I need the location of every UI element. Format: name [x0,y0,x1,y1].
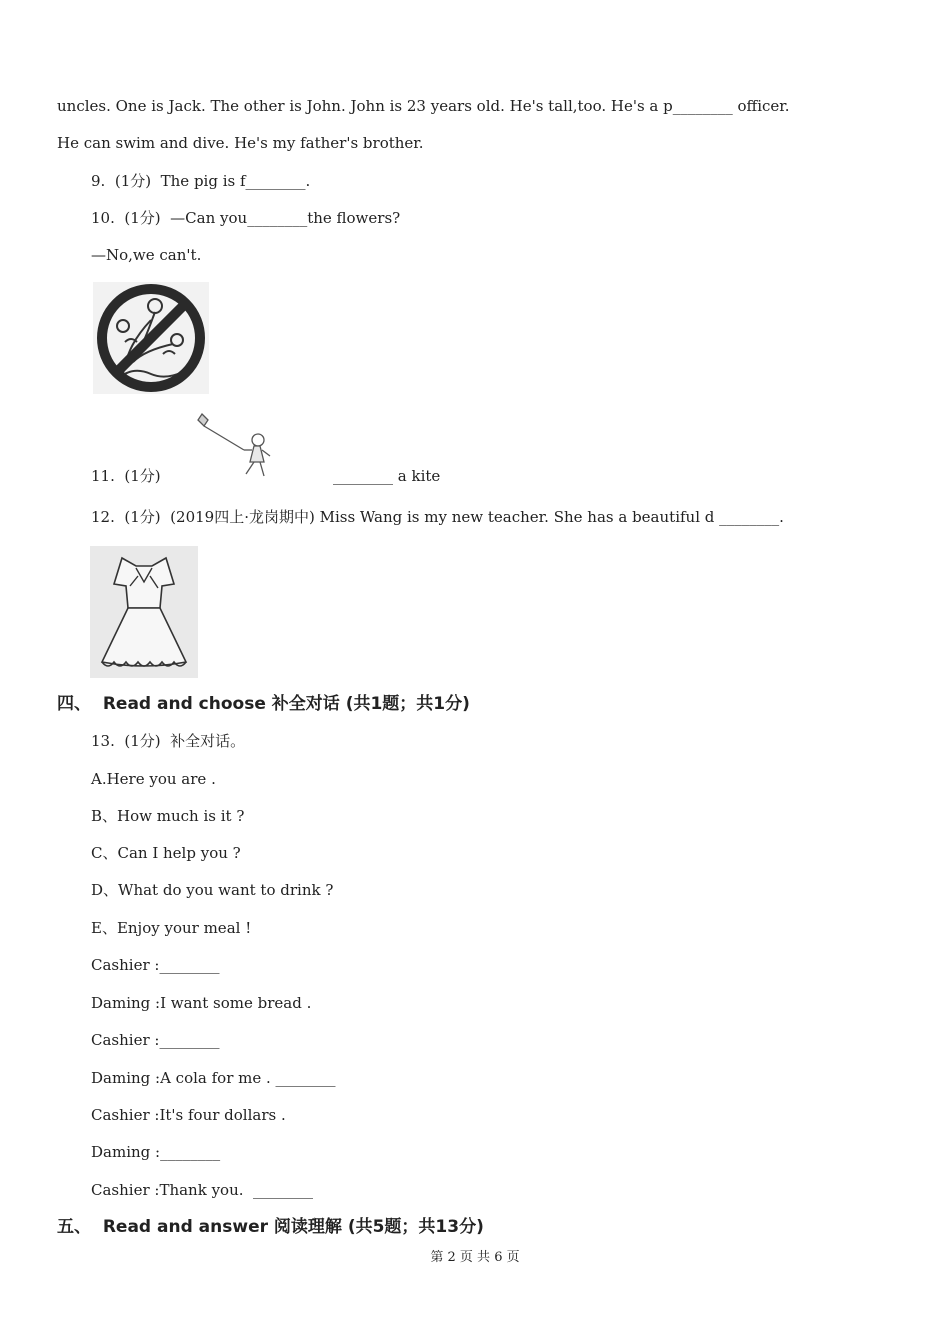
dialogue-line: Cashier :________ [91,1031,220,1049]
page-footer: 第 2 页 共 6 页 [430,1250,520,1265]
question-13: 13. (1分) 补全对话。 [91,732,246,750]
question-10-answer: —No,we can't. [91,246,202,264]
dialogue-line: Daming :A cola for me . ________ [91,1069,336,1087]
question-10: 10. (1分) —Can you________the flowers? [91,209,401,227]
option-c: C、Can I help you ? [91,844,241,862]
question-9: 9. (1分) The pig is f________. [91,172,311,190]
dialogue-line: Cashier :Thank you. ________ [91,1181,314,1199]
dialogue-line: Daming :I want some bread . [91,994,312,1012]
option-d: D、What do you want to drink ? [91,881,334,899]
question-12: 12. (1分) (2019四上·龙岗期中) Miss Wang is my new teacher. She has a beautiful d ________. [91,508,784,526]
option-b: B、How much is it ? [91,807,245,825]
section-heading-5: 五、 Read and answer 阅读理解 (共5题；共13分) [57,1217,484,1237]
question-11: 11. (1分) [91,467,161,485]
kite-child-icon [194,410,278,480]
dialogue-line: Cashier :________ [91,956,220,974]
option-a: A.Here you are . [91,770,216,788]
section-heading-4: 四、 Read and choose 补全对话 (共1题；共1分) [57,694,470,714]
paragraph-line: He can swim and dive. He's my father's brother. [57,134,424,152]
option-e: E、Enjoy your meal ! [91,919,252,937]
no-picking-flowers-icon [93,282,209,394]
dress-icon [90,546,198,678]
dialogue-line: Cashier :It's four dollars . [91,1106,286,1124]
question-11-blank: ________ a kite [333,467,441,485]
paragraph-line: uncles. One is Jack. The other is John. John is 23 years old. He's tall,too. He's a p________ officer. [57,97,790,115]
dialogue-line: Daming :________ [91,1143,221,1161]
